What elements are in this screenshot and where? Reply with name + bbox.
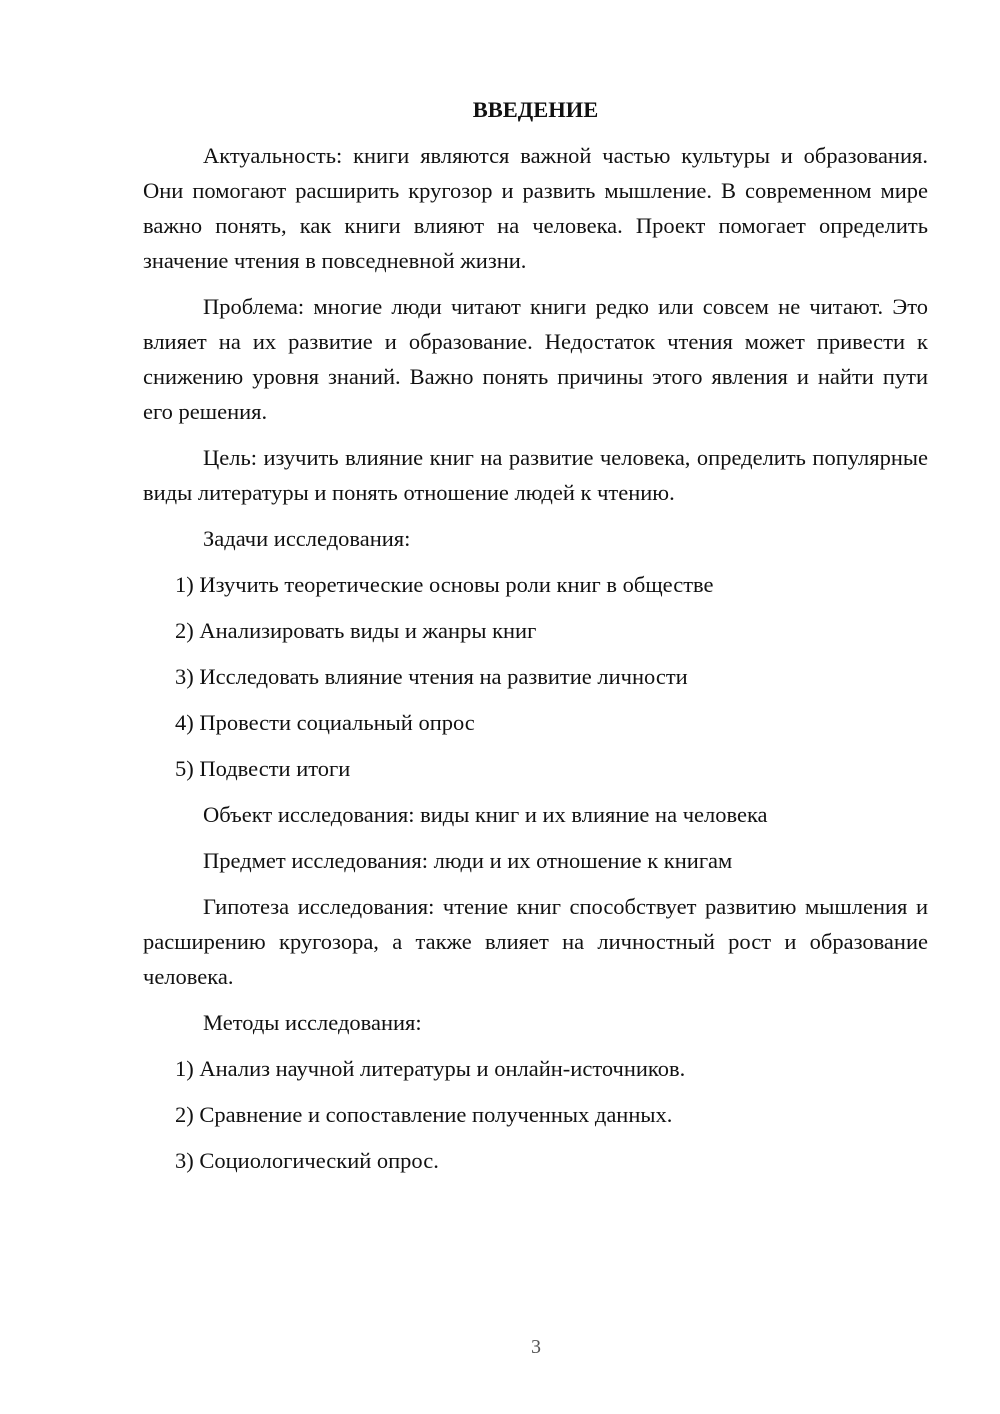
- list-item: 4) Провести социальный опрос: [175, 710, 475, 735]
- relevance-paragraph: Актуальность: книги являются важной частью культуры и образования. Они помогают расширить кругозор и развить мышление. В современном мире важно понять, как книги влияют на человека. Проект помогает определить значение чтения в повседневной жизни.: [143, 143, 928, 273]
- list-item: 5) Подвести итоги: [175, 756, 351, 781]
- list-item: 3) Социологический опрос.: [175, 1148, 439, 1173]
- page-number: 3: [531, 1336, 541, 1358]
- list-item: 2) Анализировать виды и жанры книг: [175, 618, 537, 643]
- goal-paragraph: Цель: изучить влияние книг на развитие человека, определить популярные виды литературы и понять отношение людей к чтению.: [143, 445, 928, 505]
- hypothesis-paragraph: Гипотеза исследования: чтение книг способствует развитию мышления и расширению кругозора, а также влияет на личностный рост и образование человека.: [143, 894, 928, 989]
- methods-list: [143, 1051, 928, 1178]
- tasks-heading: Задачи исследования:: [203, 526, 411, 551]
- problem-paragraph: Проблема: многие люди читают книги редко или совсем не читают. Это влияет на их развитие и образование. Недостаток чтения может привести к снижению уровня знаний. Важно понять причины этого явления и найти пути его решения.: [143, 294, 928, 424]
- list-item: 1) Анализ научной литературы и онлайн-источников.: [175, 1056, 686, 1081]
- research-subject: Предмет исследования: люди и их отношение к книгам: [203, 848, 733, 873]
- methods-heading: Методы исследования:: [203, 1010, 422, 1035]
- research-object: Объект исследования: виды книг и их влияние на человека: [203, 802, 768, 827]
- list-item: 3) Исследовать влияние чтения на развитие личности: [175, 664, 688, 689]
- list-item: 2) Сравнение и сопоставление полученных данных.: [175, 1102, 673, 1127]
- list-item: 1) Изучить теоретические основы роли книг в обществе: [175, 572, 714, 597]
- page-content: [143, 92, 928, 1189]
- page-title: ВВЕДЕНИЕ: [472, 97, 599, 122]
- tasks-list: [143, 567, 928, 786]
